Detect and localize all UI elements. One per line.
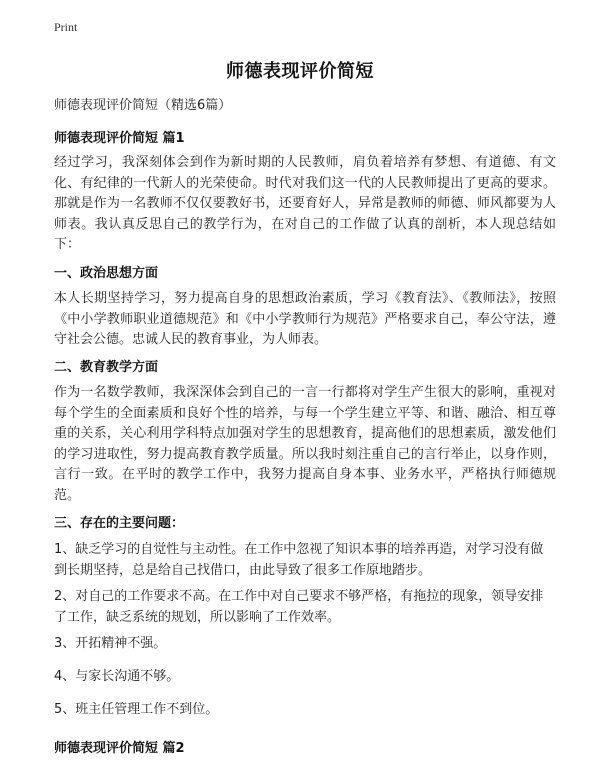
problem-item-4: 4、与家长沟通不够。 bbox=[54, 669, 180, 684]
section-political-heading: 一、政治思想方面 bbox=[54, 266, 159, 281]
section-political-paragraph: 本人长期坚持学习，努力提高自身的思想政治素质，学习《教育法》、《教师法》，按照《中小学教师职业道德规范》和《中小学教师行为规范》严格要求自己，奉公守法，遵守社会公德。忠诚人民的教育事业，为人师表。 bbox=[54, 291, 556, 347]
article-1-intro-paragraph: 经过学习，我深刻体会到作为新时期的人民教师，肩负着培养有梦想、有道德、有文化、有纪律的一代新人的光荣使命。时代对我们这一代的人民教师提出了更高的要求。那就是作为一名教师不仅仅要教好书，还要育好人，异常是教师的师德、师风都要为人师表。我认真反思自己的教学行为，在对自己的工作做了认真的剖析，本人现总结如下： bbox=[54, 155, 556, 252]
section-teaching-heading: 二、教育教学方面 bbox=[54, 360, 159, 375]
document-subtitle: 师德表现评价简短（精选6篇） bbox=[54, 98, 232, 113]
section-problems-heading: 三、存在的主要问题： bbox=[54, 516, 185, 531]
problem-item-2: 2、对自己的工作要求不高。在工作中对自己要求不够严格，有拖拉的现象，领导安排了工作，缺乏系统的规划，所以影响了工作效率。 bbox=[54, 589, 544, 625]
problem-item-1: 1、缺乏学习的自觉性与主动性。在工作中忽视了知识本事的培养再造，对学习没有做到长期坚持，总是给自己找借口，由此导致了很多工作原地踏步。 bbox=[54, 542, 544, 578]
article-2-heading: 师德表现评价简短 篇2 bbox=[54, 741, 185, 756]
print-label: Print bbox=[54, 20, 78, 34]
page-title: 师德表现评价简短 bbox=[226, 61, 374, 82]
article-1-heading: 师德表现评价简短 篇1 bbox=[54, 131, 185, 146]
section-teaching-paragraph: 作为一名数学教师，我深深体会到自己的一言一行都将对学生产生很大的影响，重视对每个学生的全面素质和良好个性的培养，与每一个学生建立平等、和谐、融洽、相互尊重的关系，关心利用学科特点加强对学生的思想教育，提高他们的思想素质，激发他们的学习进取性，努力提高教育教学质量。所以我时刻注重自己的言行举止，以身作则，言行一致。在平时的教学工作中，我努力提高自身本事、业务水平，严格执行师德规范。 bbox=[54, 385, 556, 503]
problem-item-5: 5、班主任管理工作不到位。 bbox=[54, 702, 219, 717]
problem-item-3: 3、开拓精神不强。 bbox=[54, 636, 167, 651]
